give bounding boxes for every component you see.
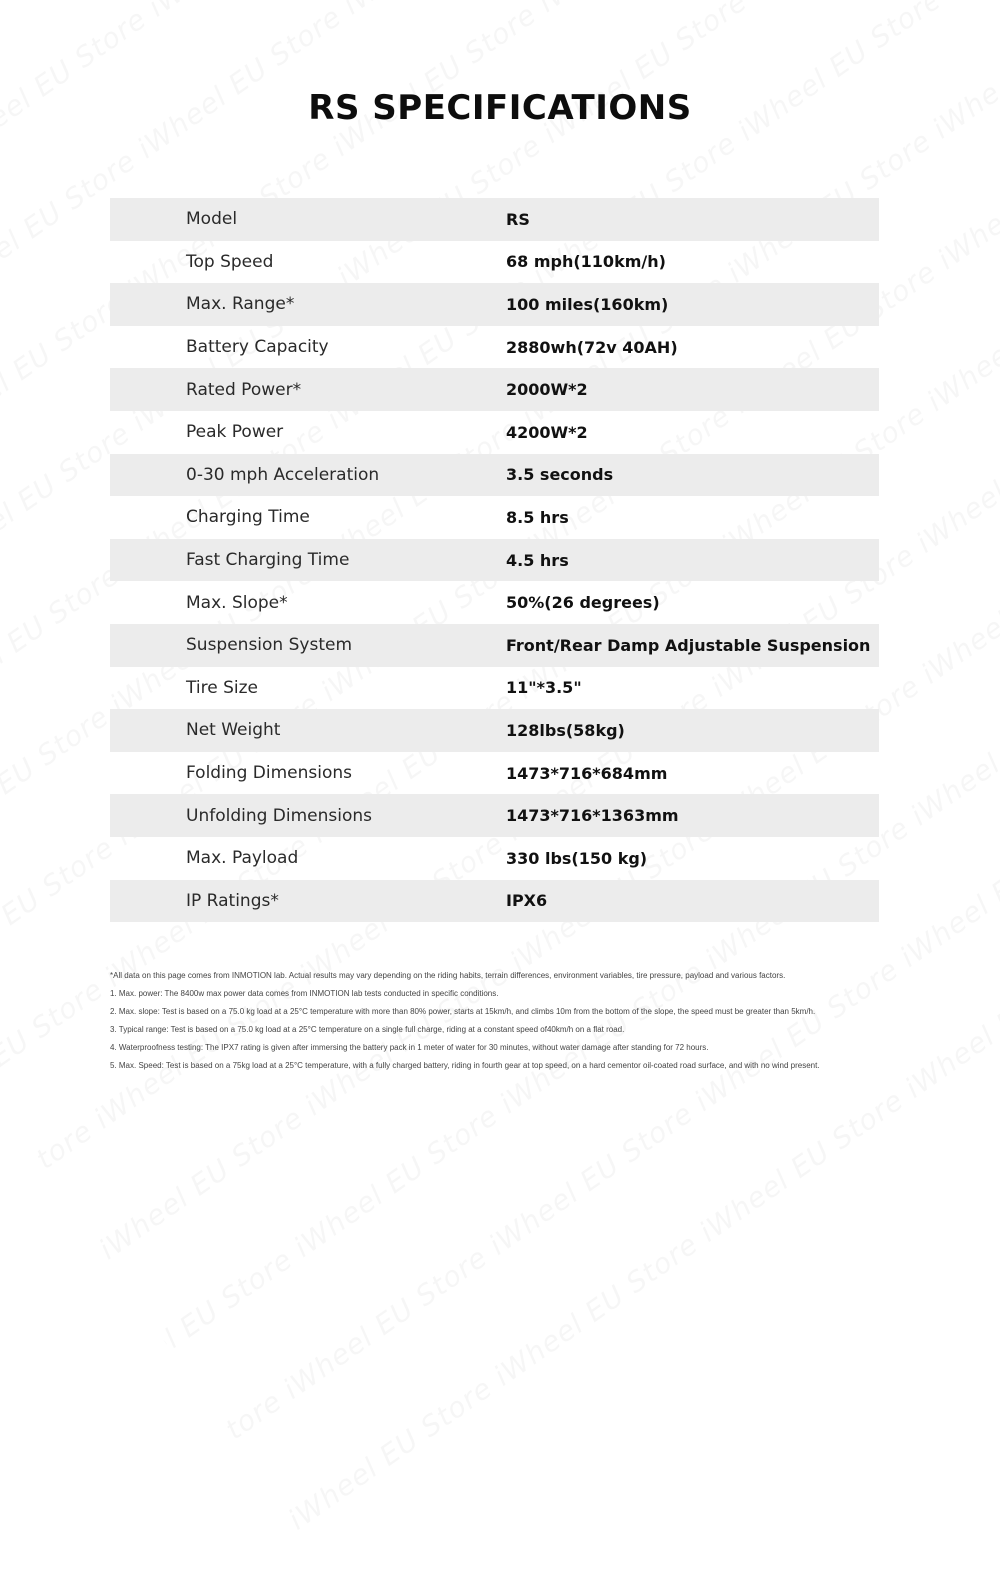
spec-row [110, 326, 879, 369]
footnote-line: 1. Max. power: The 8400w max power data comes from INMOTION lab tests conducted in specific conditions. [110, 989, 499, 998]
spec-label: Net Weight [186, 720, 281, 741]
spec-row [110, 752, 879, 795]
footnote-line: 4. Waterproofness testing: The IPX7 rating is given after immersing the battery pack in 1 meter of water for 30 minutes, without water damage after standing for 72 hours. [110, 1043, 709, 1052]
footnotes [110, 967, 910, 1075]
spec-label: Top Speed [186, 251, 274, 272]
spec-label: Suspension System [186, 635, 352, 656]
spec-value: 68 mph(110km/h) [506, 252, 666, 272]
spec-label: 0-30 mph Acceleration [186, 464, 380, 485]
spec-label: Max. Payload [186, 848, 299, 869]
spec-value: 50%(26 degrees) [506, 593, 660, 613]
footnote-line: *All data on this page comes from INMOTION lab. Actual results may vary depending on the riding habits, terrain differences, environment variables, tire pressure, payload and various factors. [110, 971, 786, 980]
spec-label: Unfolding Dimensions [186, 805, 373, 826]
spec-row [110, 624, 879, 667]
spec-value: 11"*3.5" [506, 678, 582, 698]
spec-row [110, 794, 879, 837]
spec-label: Max. Slope* [186, 592, 288, 613]
spec-row [110, 539, 879, 582]
spec-row [110, 880, 879, 923]
spec-row [110, 198, 879, 241]
spec-value: 1473*716*684mm [506, 763, 668, 783]
spec-row [110, 667, 879, 710]
spec-value: 4200W*2 [506, 422, 588, 442]
spec-row [110, 709, 879, 752]
spec-row [110, 283, 879, 326]
spec-label: Tire Size [186, 677, 258, 698]
spec-value: 4.5 hrs [506, 550, 569, 570]
spec-row [110, 496, 879, 539]
spec-value: 3.5 seconds [506, 465, 614, 485]
spec-row [110, 454, 879, 497]
spec-table [110, 198, 879, 922]
spec-value: RS [506, 209, 530, 229]
spec-row [110, 241, 879, 284]
spec-value: 100 miles(160km) [506, 294, 669, 314]
spec-label: Model [186, 209, 238, 230]
page-title: RS SPECIFICATIONS [308, 88, 692, 128]
spec-value: Front/Rear Damp Adjustable Suspension [506, 635, 871, 655]
spec-label: Rated Power* [186, 379, 302, 400]
spec-value: 2000W*2 [506, 380, 588, 400]
footnote-line: 2. Max. slope: Test is based on a 75.0 kg load at a 25°C temperature with more than 80% power, starts at 15km/h, and climbs 10m from the bottom of the slope, the speed must be greater than 5km/h. [110, 1007, 816, 1016]
spec-row [110, 837, 879, 880]
spec-value: 2880wh(72v 40AH) [506, 337, 678, 357]
spec-value: 8.5 hrs [506, 507, 569, 527]
spec-row [110, 581, 879, 624]
spec-row [110, 368, 879, 411]
spec-label: Charging Time [186, 507, 310, 528]
spec-label: Battery Capacity [186, 337, 329, 358]
spec-value: 128lbs(58kg) [506, 720, 625, 740]
spec-label: Fast Charging Time [186, 550, 350, 571]
spec-label: IP Ratings* [186, 890, 279, 911]
spec-value: IPX6 [506, 891, 548, 911]
footnote-line: 5. Max. Speed: Test is based on a 75kg load at a 25°C temperature, with a fully charged battery, riding in fourth gear at top speed, on a hard cementor oil-coated road surface, and with no wind present. [110, 1061, 820, 1070]
spec-value: 1473*716*1363mm [506, 806, 679, 826]
spec-value: 330 lbs(150 kg) [506, 848, 648, 868]
spec-row [110, 411, 879, 454]
spec-label: Folding Dimensions [186, 763, 352, 784]
spec-label: Max. Range* [186, 294, 295, 315]
footnote-line: 3. Typical range: Test is based on a 75.0 kg load at a 25°C temperature on a single full charge, riding at a constant speed of40km/h on a flat road. [110, 1025, 625, 1034]
spec-label: Peak Power [186, 422, 284, 443]
